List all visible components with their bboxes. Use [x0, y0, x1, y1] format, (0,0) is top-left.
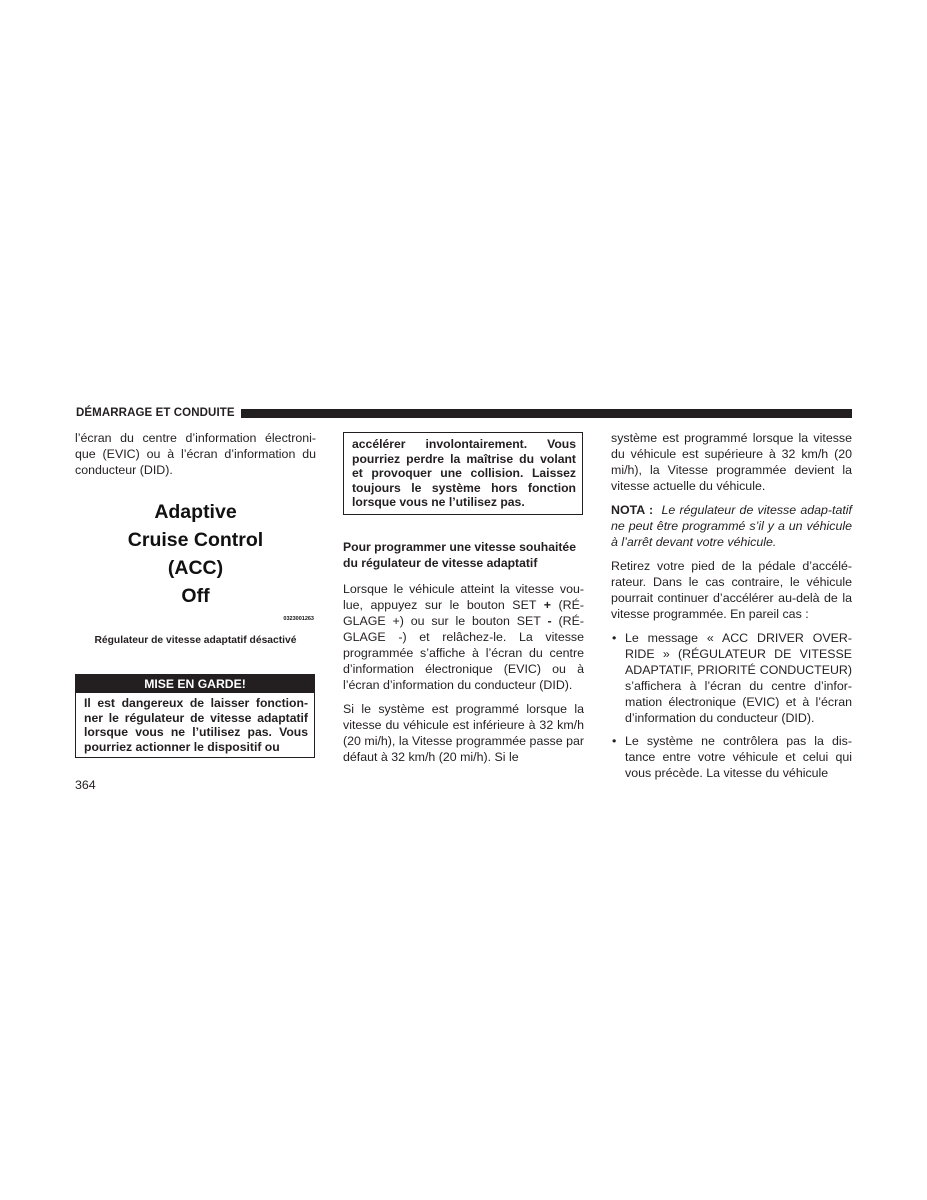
figure-line-2: Cruise Control	[127, 529, 264, 551]
bullet-icon: •	[612, 631, 617, 645]
list-item-text: Le message « ACC DRIVER OVER-RIDE » (RÉGULATEUR DE VITESSE ADAPTATIF, PRIORITÉ CONDUCTEUR) s’affichera à l’écran du centre d’infor-mation électronique (EVIC) et à l’écran d’information du conducteur (DID).	[625, 631, 852, 725]
warning-title: MISE EN GARDE!	[76, 675, 314, 693]
list-item-text: Le système ne contrôlera pas la dis-tance entre votre véhicule et celui qui vous précède. La vitesse du véhicule	[625, 734, 852, 780]
column-middle	[343, 430, 584, 773]
paragraph	[343, 581, 584, 693]
paragraph: Si le système est programmé lorsque la vitesse du véhicule est inférieure à 32 km/h (20 mi/h), la Vitesse programmée passe par défaut à 32 km/h (20 mi/h). Si le	[343, 701, 584, 764]
list-item	[611, 733, 852, 781]
plus-symbol: +	[543, 597, 551, 612]
header-rule	[241, 409, 852, 418]
figure-line-4: Off	[181, 585, 210, 607]
warning-text: Il est dangereux de laisser fonction-ner le régulateur de vitesse adaptatif lorsque vous ne l’utilisez pas. Vous pourriez actionner le dispositif ou	[84, 696, 308, 754]
text-run: (RÉ-GLAGE -) et relâchez-le. La vitesse programmée s’affiche à l’écran du centre d’information électronique (EVIC) ou à l’écran d’information du conducteur (DID).	[343, 613, 584, 692]
column-right	[611, 430, 852, 788]
acc-off-figure	[75, 498, 316, 622]
bullet-list	[611, 630, 852, 781]
page-number: 364	[75, 778, 96, 792]
figure-line-1: Adaptive	[154, 501, 237, 523]
section-title: DÉMARRAGE ET CONDUITE	[76, 407, 235, 419]
figure-line-3: (ACC)	[167, 557, 224, 579]
note-text: Le régulateur de vitesse adap-tatif ne peut être programmé s’il y a un véhicule à l’arrêt devant votre véhicule.	[611, 503, 853, 549]
warning-text-continued: accélérer involontairement. Vous pourriez perdre la maîtrise du volant et provoquer une collision. Laissez toujours le système hors fonction lorsque vous ne l’utilisez pas.	[352, 437, 576, 509]
subsection-heading: Pour programmer une vitesse souhaitée du régulateur de vitesse adaptatif	[343, 539, 576, 570]
figure-code: 0323001263	[283, 616, 314, 622]
warning-box-continued	[343, 432, 583, 515]
section-header	[76, 405, 852, 421]
text-run: Lorsque le véhicule atteint la vitesse vou-lue, appuyez sur le bouton SET	[343, 581, 584, 612]
text-run: (RÉ-GLAGE +) ou sur le bouton SET	[343, 597, 584, 628]
column-left	[75, 430, 316, 758]
figure-caption: Régulateur de vitesse adaptatif désactivé	[94, 635, 297, 646]
bullet-icon: •	[612, 734, 617, 748]
list-item	[611, 630, 852, 726]
minus-symbol: -	[547, 613, 552, 628]
warning-box	[75, 674, 315, 758]
paragraph: Retirez votre pied de la pédale d’accélé-rateur. Dans le cas contraire, le véhicule pourrait continuer d’accélérer au-delà de la vitesse programmée. En pareil cas :	[611, 559, 852, 621]
paragraph: l’écran du centre d’information électroni-que (EVIC) ou à l’écran d’information du conducteur (DID).	[75, 431, 316, 477]
note-label: NOTA :	[611, 503, 654, 517]
note	[611, 502, 852, 550]
paragraph: système est programmé lorsque la vitesse du véhicule est supérieure à 32 km/h (20 mi/h), la Vitesse programmée devient la vitesse actuelle du véhicule.	[611, 431, 852, 493]
